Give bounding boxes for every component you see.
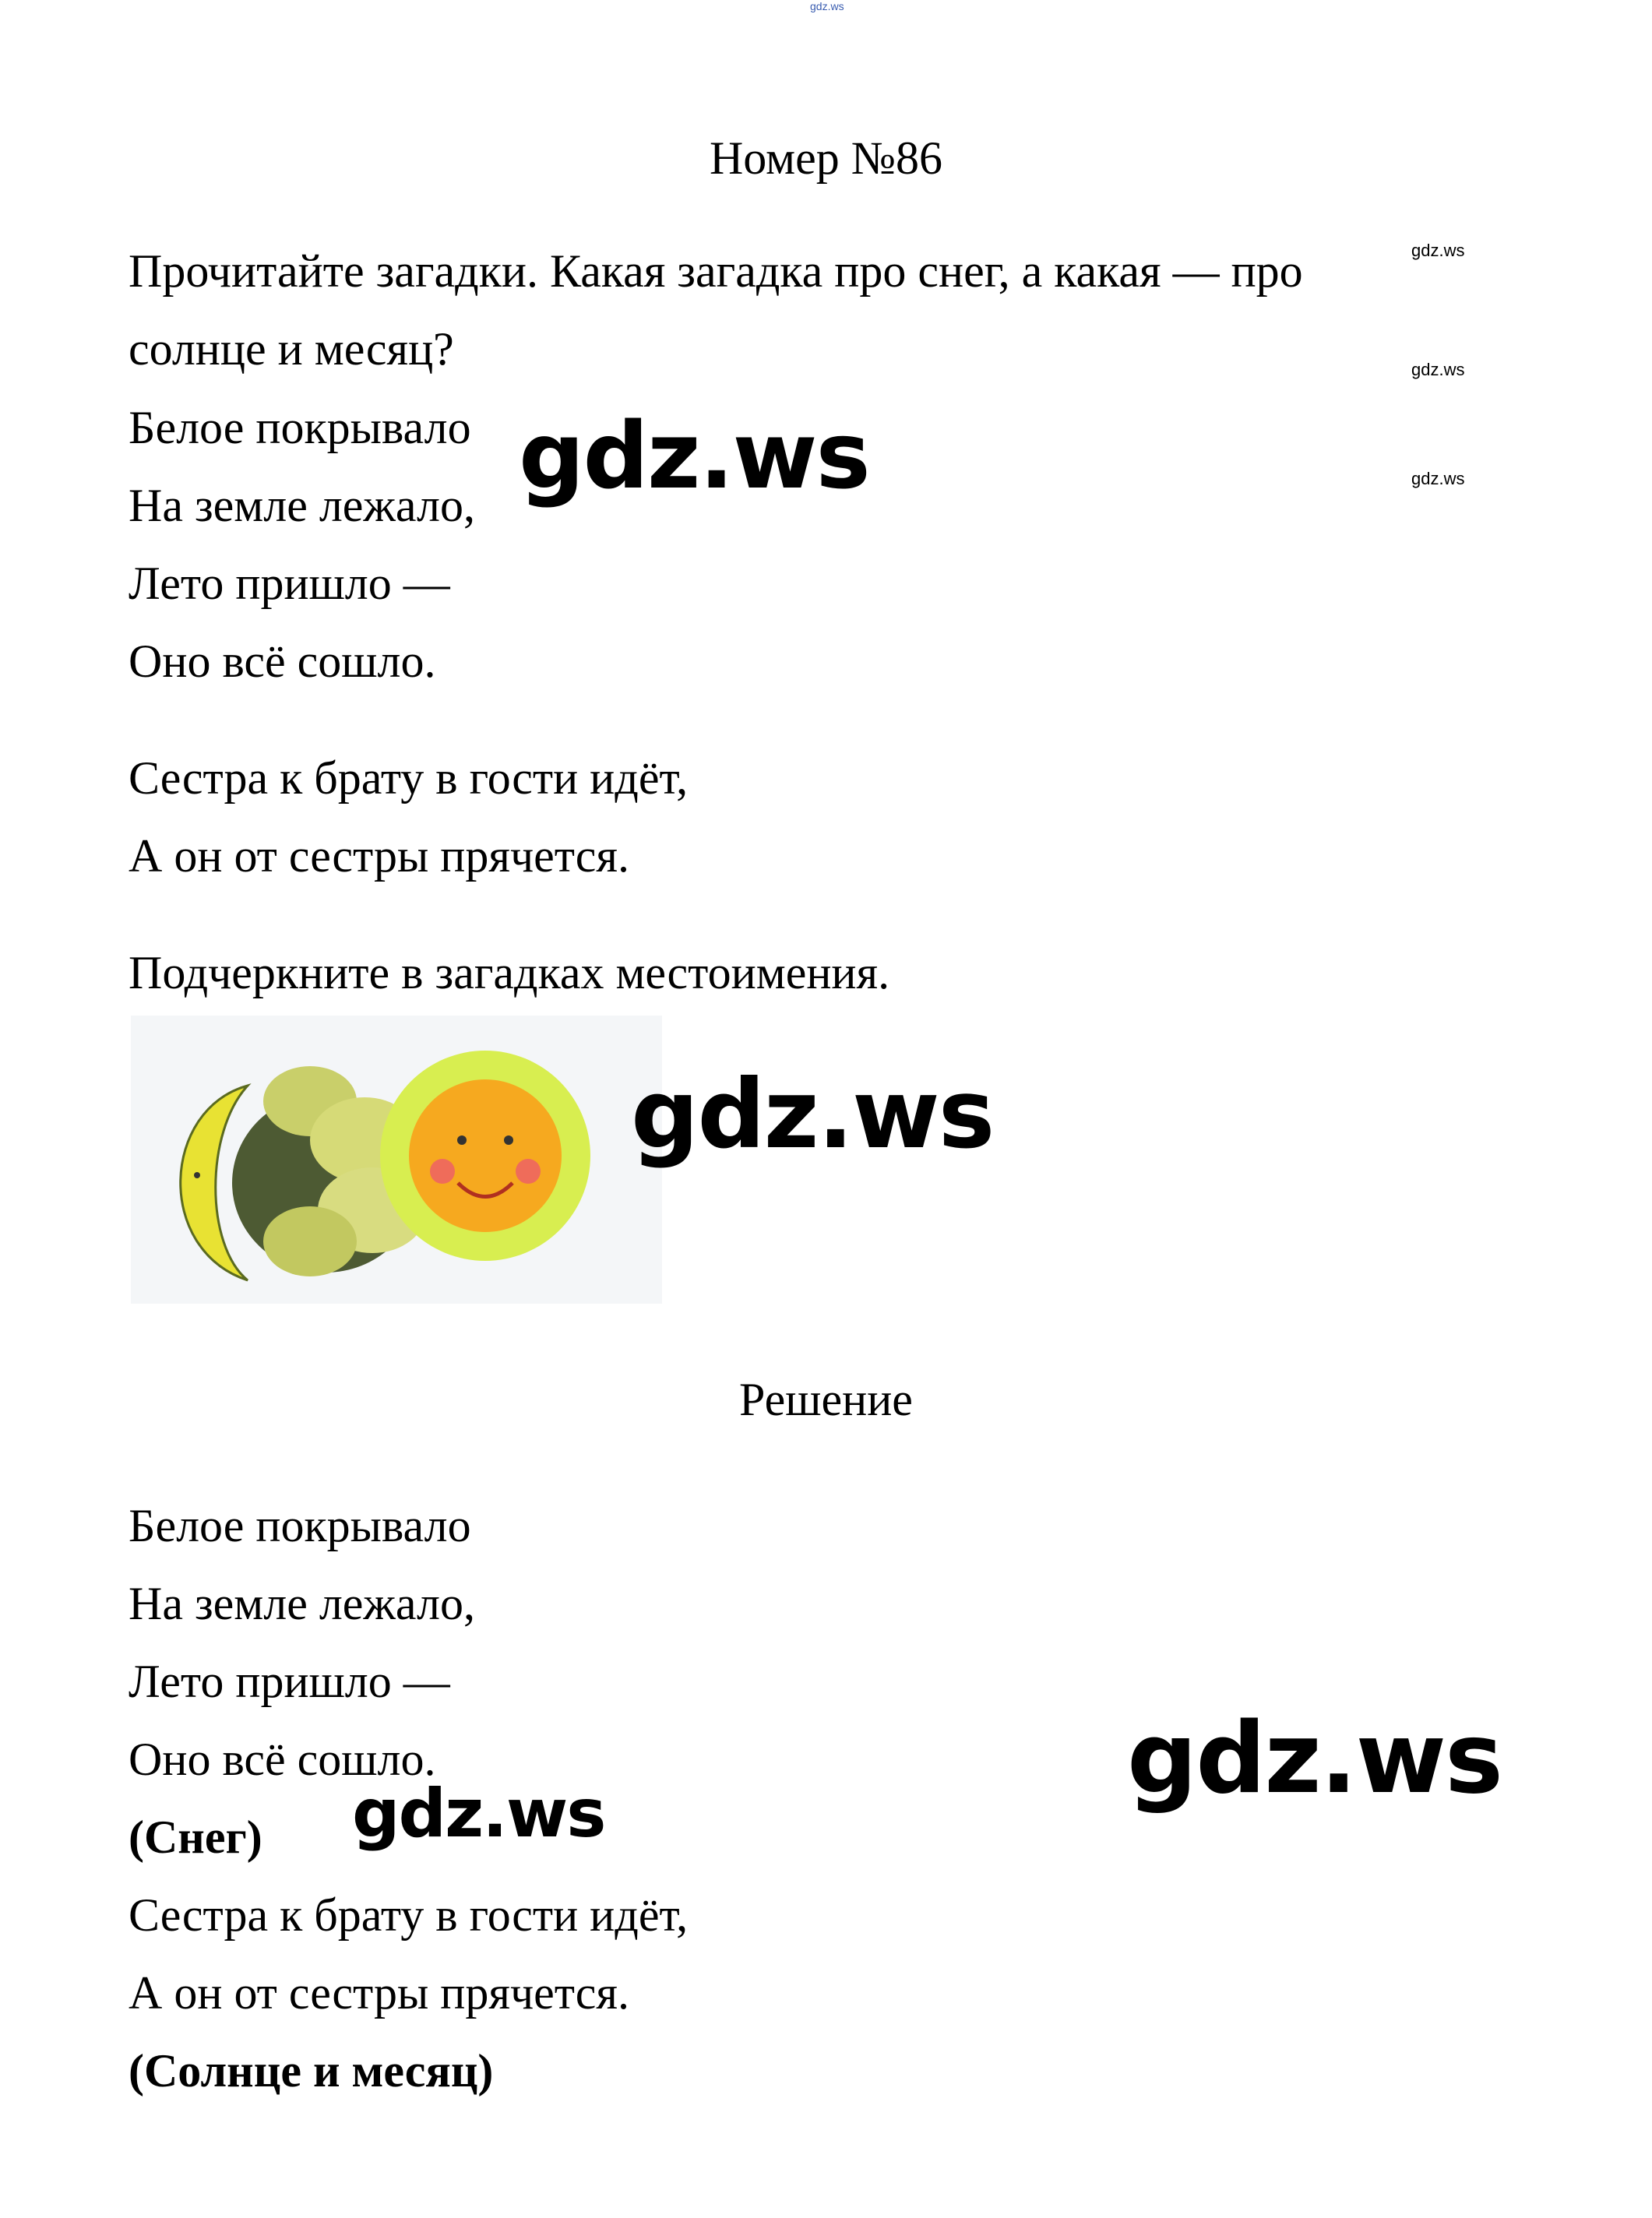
riddle-1-line-4: Оно всё сошло. [129, 635, 436, 687]
solution-answer-1: (Снег) [129, 1811, 262, 1863]
watermark-big-4: gdz.ws [1127, 1701, 1502, 1815]
task-text-line-2: солнце и месяц? [129, 323, 454, 375]
solution-answer-2: (Солнце и месяц) [129, 2045, 494, 2097]
smiling-sun-icon [380, 1051, 590, 1261]
solution-riddle-2-line-2: А он от сестры прячется. [129, 1967, 629, 2019]
solution-riddle-1-line-2: На земле лежало, [129, 1578, 475, 1629]
watermark-small-3: gdz.ws [1411, 469, 1465, 488]
riddle-1-line-3: Лето пришло — [129, 558, 450, 609]
riddle-1-line-2: На земле лежало, [129, 480, 475, 531]
task-instruction: Подчеркните в загадках местоимения. [129, 947, 890, 998]
watermark-big-3: gdz.ws [352, 1775, 605, 1853]
solution-riddle-1-line-1: Белое покрывало [129, 1500, 471, 1551]
watermark-big-2: gdz.ws [631, 1059, 994, 1170]
watermark-big-1: gdz.ws [519, 402, 869, 509]
page-title: Номер №86 [709, 132, 943, 184]
watermark-top: gdz.ws [810, 0, 844, 12]
riddle-1-line-1: Белое покрывало [129, 402, 471, 453]
riddle-2-line-2: А он от сестры прячется. [129, 830, 629, 882]
solution-riddle-1-line-4: Оно всё сошло. [129, 1734, 436, 1785]
watermark-small-1: gdz.ws [1411, 241, 1465, 260]
solution-heading: Решение [739, 1374, 913, 1425]
watermark-small-2: gdz.ws [1411, 360, 1465, 379]
solution-riddle-1-line-3: Лето пришло — [129, 1656, 450, 1707]
solution-riddle-2-line-1: Сестра к брату в гости идёт, [129, 1889, 689, 1941]
riddle-2-line-1: Сестра к брату в гости идёт, [129, 752, 689, 804]
sun-moon-cloud-illustration [131, 1016, 662, 1304]
task-text-line-1: Прочитайте загадки. Какая загадка про снег, а какая — про [129, 245, 1303, 297]
